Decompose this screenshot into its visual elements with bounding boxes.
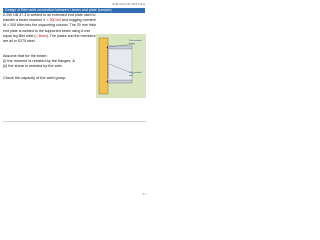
beam-top-flange (108, 46, 132, 49)
label-fillet-welded-web: Fillet welded web (129, 72, 142, 77)
footer-divider (3, 121, 146, 122)
header-reference: CHE Chan #2 SPZ Feng (112, 2, 145, 6)
assumption-shear: (ii) the shear is resisted by the web. (3, 64, 63, 69)
connection-figure (96, 34, 146, 98)
assumptions-list (3, 54, 83, 81)
slide-title: Design of fillet weld connection between I beam and plate (sample) (5, 8, 112, 12)
problem-text-part2: and hogging moment M = 200 kNm into the supporting column. The 20 mm thick end plate is welded to the supported beam using 8 mm equal leg fillet weld ( (3, 18, 97, 38)
end-plate (99, 38, 108, 94)
problem-text-part1: A 250 UB 37.3 is welded to an extended end plate used to transfer a beam reaction V = (3, 13, 96, 23)
problem-text-part3: ). The plates and the members are all in S275 steel. (3, 33, 96, 44)
shear-value: 300 kN (49, 18, 61, 23)
task-check-capacity: Check the capacity of the weld group. (3, 75, 67, 80)
assumption-moment: (i) the moment is resisted by the flanges, & (3, 59, 75, 64)
slide-number: 57 (142, 192, 146, 196)
problem-statement (3, 13, 99, 44)
label-fillet-welded-flange: Fillet welded flange (129, 40, 142, 45)
beam-bottom-flange (108, 80, 132, 83)
assumptions-intro: Assume that for the beam: (3, 54, 48, 58)
weld-size-value: = 8mm (35, 33, 47, 38)
